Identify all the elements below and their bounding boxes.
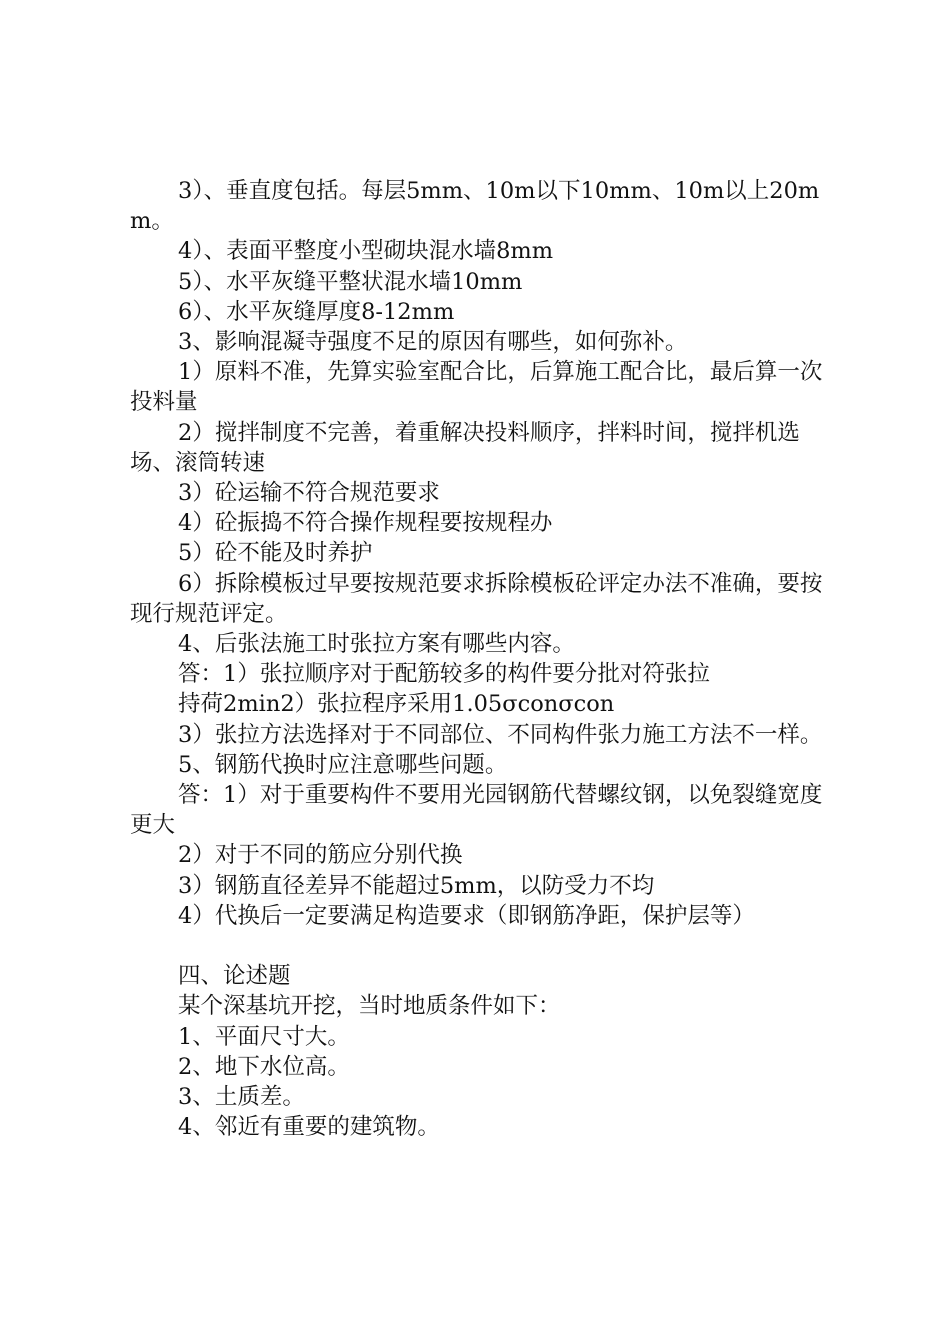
answer-tension-procedure: 持荷2min2）张拉程序采用1.05σconσcon	[178, 691, 615, 718]
question-rebar-substitution: 5、钢筋代换时应注意哪些问题。	[178, 751, 508, 778]
answer-tension-method: 3）张拉方法选择对于不同部位、不同构件张力施工方法不一样。	[178, 721, 823, 748]
question-concrete-strength: 3、影响混凝寺强度不足的原因有哪些，如何弥补。	[178, 329, 688, 356]
answer-transport: 3）砼运输不符合规范要求	[178, 480, 440, 507]
document-body	[130, 176, 835, 1142]
paragraph-surface-flatness: 4）、表面平整度小型砌块混水墙8mm	[178, 238, 554, 265]
essay-intro: 某个深基坑开挖，当时地质条件如下：	[178, 993, 561, 1020]
condition-nearby-buildings: 4、邻近有重要的建筑物。	[178, 1114, 440, 1141]
paragraph-verticality: 3）、垂直度包括。每层5mm、10m以下10mm、10m以上20mm。	[130, 178, 820, 235]
paragraph-joint-thickness: 6）、水平灰缝厚度8-12mm	[178, 298, 455, 325]
answer-diameter-difference: 3）钢筋直径差异不能超过5mm，以防受力不均	[178, 872, 655, 899]
condition-poor-soil: 3、土质差。	[178, 1084, 305, 1111]
answer-important-members: 答：1）对于重要构件不要用光园钢筋代替螺纹钢，以免裂缝宽度更大	[130, 782, 823, 839]
section-heading-essay: 四、论述题	[178, 963, 291, 990]
blank-line	[130, 931, 835, 961]
answer-construction-requirements: 4）代换后一定要满足构造要求（即钢筋净距，保护层等）	[178, 902, 755, 929]
condition-large-plan: 1、平面尺寸大。	[178, 1023, 350, 1050]
condition-high-water-table: 2、地下水位高。	[178, 1053, 350, 1080]
answer-raw-materials: 1）原料不准，先算实验室配合比，后算施工配合比，最后算一次投料量	[130, 359, 823, 416]
paragraph-joint-flatness: 5）、水平灰缝平整状混水墙10mm	[178, 268, 523, 295]
answer-vibration: 4）砼振捣不符合操作规程要按规程办	[178, 510, 553, 537]
answer-tension-order: 答：1）张拉顺序对于配筋较多的构件要分批对符张拉	[178, 661, 710, 688]
answer-formwork: 6）拆除模板过早要按规范要求拆除模板砼评定办法不准确，要按现行规范评定。	[130, 570, 823, 627]
answer-curing: 5）砼不能及时养护	[178, 540, 373, 567]
answer-separate-substitution: 2）对于不同的筋应分别代换	[178, 842, 463, 869]
answer-mixing: 2）搅拌制度不完善，着重解决投料顺序，拌料时间，搅拌机选场、滚筒转速	[130, 419, 800, 476]
question-post-tensioning: 4、后张法施工时张拉方案有哪些内容。	[178, 631, 575, 658]
